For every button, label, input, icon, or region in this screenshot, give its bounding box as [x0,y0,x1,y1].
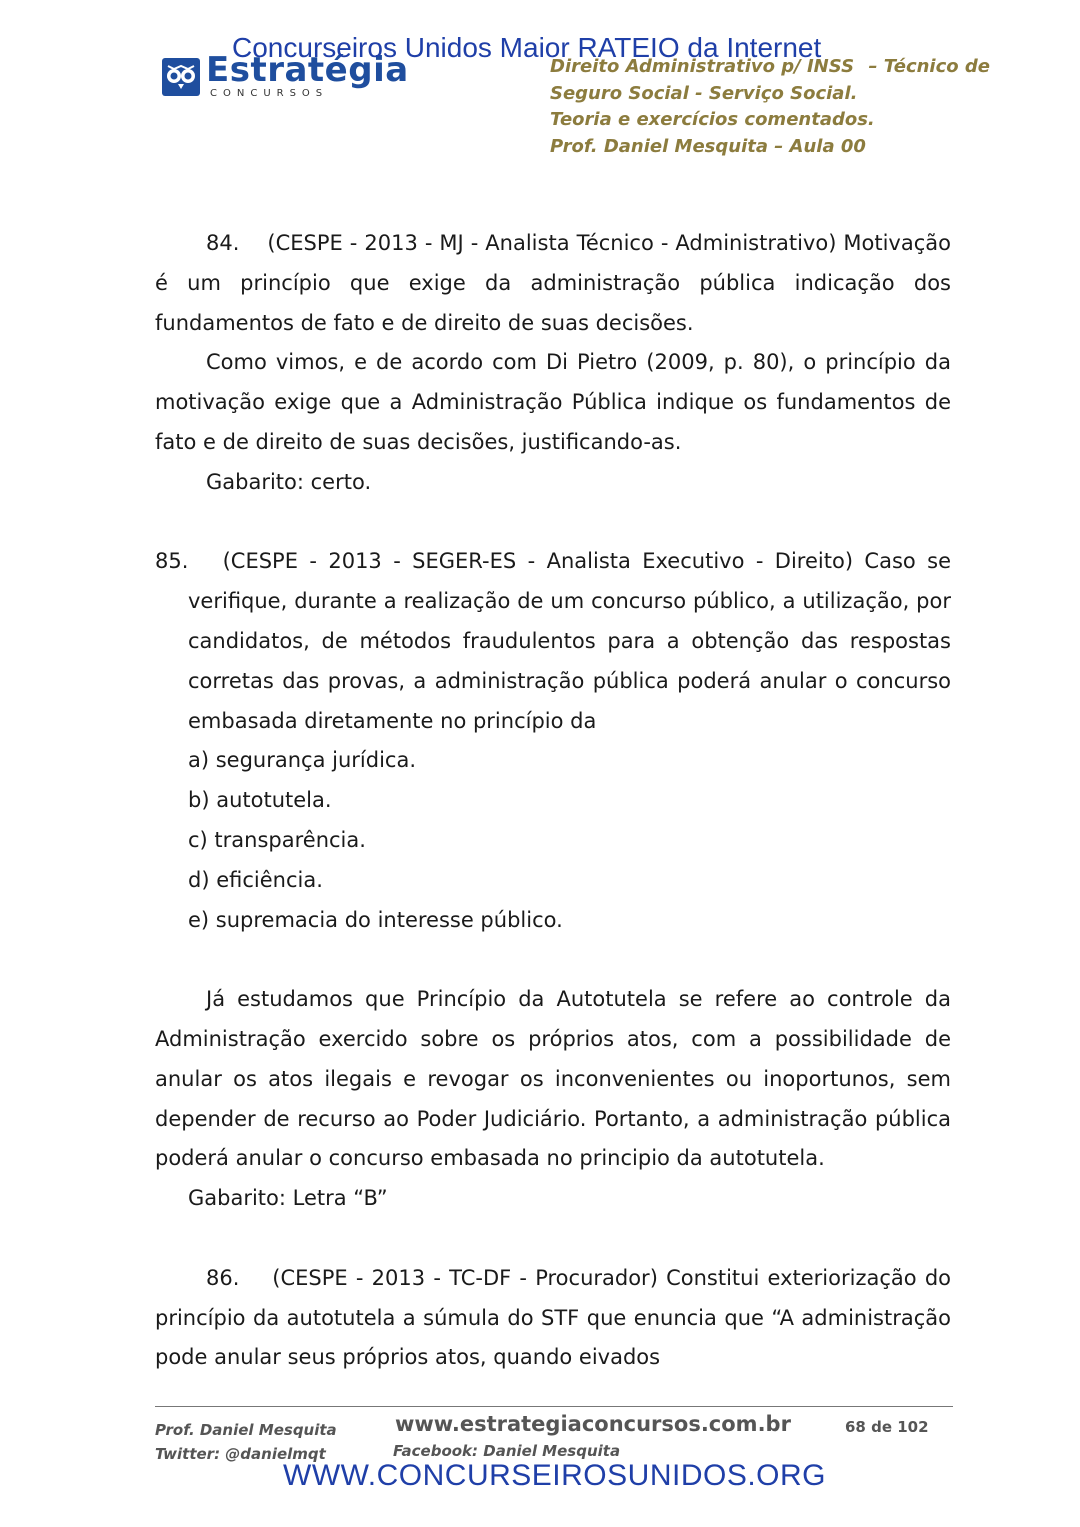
question-85: 85. (CESPE - 2013 - SEGER-ES - Analista Executivo - Direito) Caso se verifique, durante a realização de um concurso público, a utilização, por candidatos, de métodos fraudulentos para a obtenção das respostas corretas das provas, a administração pública poderá anular o concurso embasada diretamente no princípio da [155,549,951,733]
option-c: c) transparência. [188,827,366,852]
page-content [155,224,951,1378]
page-number: 68 de 102 [845,1418,929,1436]
option-e: e) supremacia do interesse público. [188,907,563,932]
owl-icon [162,58,200,96]
header-role: – Técnico de [868,56,990,77]
header-subtitle: Seguro Social - Serviço Social. [550,82,858,104]
question-84-comment: Como vimos, e de acordo com Di Pietro (2009, p. 80), o princípio da motivação exige que a Administração Pública indique os fundamentos de fato e de direito de suas decisões, justificando-as. [155,350,951,454]
question-85-comment: Já estudamos que Princípio da Autotutela se refere ao controle da Administração exercido sobre os próprios atos, com a possibilidade de anular os atos ilegais e revogar os inconvenientes ou inoportunos, sem depender de recurso ao Poder Judiciário. Portanto, a administração pública poderá anular o concurso embasada no principio da autotutela. [155,987,951,1171]
footer-divider [155,1406,953,1407]
option-a: a) segurança jurídica. [188,748,417,773]
footer-facebook: Facebook: Daniel Mesquita [393,1442,621,1460]
footer-twitter: Twitter: @danielmqt [155,1445,326,1463]
header-course: Direito Administrativo p/ INSS [550,56,855,77]
footer-author: Prof. Daniel Mesquita [155,1421,337,1439]
watermark-bottom: WWW.CONCURSEIROSUNIDOS.ORG [283,1459,826,1492]
question-85-answer: Gabarito: Letra “B” [188,1186,388,1211]
logo-subtitle: CONCURSOS [210,88,329,99]
logo-word: Estratégia [206,50,409,90]
header-description: Teoria e exercícios comentados. [550,109,875,130]
page-header [550,54,990,160]
question-84: 84. (CESPE - 2013 - MJ - Analista Técnico - Administrativo) Motivação é um princípio que exige da administração pública indicação dos fundamentos de fato e de direito de suas decisões. [155,231,951,335]
watermark-top: Concurseiros Unidos Maior RATEIO da Internet [232,32,822,63]
header-professor: Prof. Daniel Mesquita – Aula 00 [550,135,866,157]
option-d: d) eficiência. [188,867,323,892]
option-b: b) autotutela. [188,788,332,813]
footer-site-link[interactable]: www.estrategiaconcursos.com.br [395,1412,791,1436]
question-84-answer: Gabarito: certo. [206,469,372,494]
question-86: 86. (CESPE - 2013 - TC-DF - Procurador) Constitui exteriorização do princípio da autotutela a súmula do STF que enuncia que “A administração pode anular seus próprios atos, quando eivados [155,1265,951,1370]
